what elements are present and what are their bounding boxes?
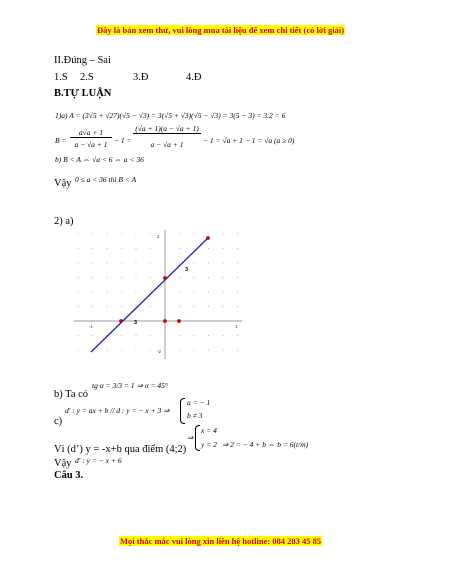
grid-dot <box>92 248 93 249</box>
grid-dot <box>78 306 79 307</box>
grid-dot <box>194 277 195 278</box>
grid-dot <box>92 234 93 235</box>
label-x-intercept: 3 <box>134 320 138 326</box>
point-x-intercept <box>119 319 123 323</box>
point-end <box>206 236 210 240</box>
grid-dot <box>223 292 224 293</box>
grid-dot <box>194 248 195 249</box>
grid-dot <box>136 248 137 249</box>
point-system-tail: ⇒ 2 = − 4 + b ⇔ b = 6(t/m) <box>222 440 309 449</box>
grid-dot <box>223 234 224 235</box>
grid-dot <box>208 335 209 336</box>
grid-dot <box>208 263 209 264</box>
c-system-line2: b ≠ 3 <box>187 411 203 420</box>
answer-1: 1.S <box>54 72 68 83</box>
equation-b-lhs: B = <box>55 136 67 145</box>
grid-dot <box>208 248 209 249</box>
question2-b-prefix: b) Ta có <box>54 389 89 400</box>
grid-dot <box>107 292 108 293</box>
grid-dot <box>136 292 137 293</box>
grid-dot <box>223 277 224 278</box>
grid-dot <box>121 234 122 235</box>
grid-dot <box>208 292 209 293</box>
answer-2: 2.S <box>80 72 94 83</box>
grid-dot <box>150 350 151 351</box>
graph-line <box>91 238 208 352</box>
c-system-brace <box>180 398 185 424</box>
label-y-intercept: 3 <box>185 267 189 273</box>
grid-dot <box>237 234 238 235</box>
fraction1-denominator: a − √a + 1 <box>74 140 108 149</box>
grid-dot <box>223 263 224 264</box>
grid-dot <box>208 350 209 351</box>
grid-dot <box>223 306 224 307</box>
answer-4: 4.Đ <box>186 72 202 83</box>
grid-dot <box>194 306 195 307</box>
point-system-line2: y = 2 <box>201 440 217 449</box>
question2-conclusion-prefix: Vậy <box>54 458 72 469</box>
grid-dot <box>136 277 137 278</box>
essay-conclusion-math: 0 ≤ a < 36 thì B < A <box>75 175 137 184</box>
question2-conclusion-math: d' : y = − x + 6 <box>75 456 122 465</box>
grid-dot <box>92 292 93 293</box>
footer-banner: Mọi thắc mắc vui lòng xin liên hệ hotline: 084 283 45 85 <box>120 536 322 546</box>
equation-b-rhs: − 1 = √a + 1 − 1 = √a (a ≥ 0) <box>203 136 295 145</box>
equation-b-mid: − 1 = <box>114 136 132 145</box>
question3-label: Câu 3. <box>54 470 84 481</box>
grid-dot <box>107 248 108 249</box>
point-origin <box>163 319 167 323</box>
grid-dot <box>223 248 224 249</box>
grid-dot <box>121 277 122 278</box>
grid-dot <box>223 335 224 336</box>
function-graph <box>72 225 250 363</box>
grid-dot <box>121 335 122 336</box>
grid-dot <box>179 263 180 264</box>
grid-dot <box>121 306 122 307</box>
grid-dot <box>78 350 79 351</box>
grid-dot <box>78 234 79 235</box>
tick-1: 1 <box>235 324 238 329</box>
grid-dot <box>92 277 93 278</box>
grid-dot <box>150 335 151 336</box>
grid-dot <box>107 263 108 264</box>
grid-dot <box>237 292 238 293</box>
answer-3: 3.Đ <box>133 72 149 83</box>
grid-dot <box>237 350 238 351</box>
grid-dot <box>107 277 108 278</box>
grid-dot <box>150 306 151 307</box>
c-system-line1: a = − 1 <box>187 398 211 407</box>
equation-b2: b) B < A ⇔ √a < 6 ⇔ a < 36 <box>55 155 144 164</box>
point-system-brace <box>195 425 200 451</box>
tick-2: 2 <box>157 234 160 239</box>
grid-dot <box>179 248 180 249</box>
grid-dot <box>150 248 151 249</box>
question2-label: 2) a) <box>54 216 74 227</box>
grid-dot <box>150 277 151 278</box>
point-x-1 <box>177 319 181 323</box>
grid-dot <box>107 350 108 351</box>
tick-neg2: -2 <box>157 349 162 354</box>
grid-dot <box>208 306 209 307</box>
grid-dot <box>223 350 224 351</box>
question2-b-math: tg α = 3/3 = 1 ⇒ α = 45° <box>92 381 168 390</box>
grid-dot <box>121 292 122 293</box>
equation-a: 1)a) A = (3√5 + √27)(√5 − √3) = 3(√5 + √3)(√5 − √3) = 3(5 − 3) = 3.2 = 6 <box>55 111 286 120</box>
grid-dot <box>136 335 137 336</box>
grid-dot <box>194 292 195 293</box>
grid-dot <box>107 234 108 235</box>
grid-dot <box>179 350 180 351</box>
question2-point-prefix: Vì (d’) y = -x+b qua điểm (4;2) <box>54 444 187 455</box>
grid-dot <box>194 350 195 351</box>
grid-dot <box>150 263 151 264</box>
grid-dot <box>179 277 180 278</box>
grid-dot <box>237 248 238 249</box>
grid-dot <box>237 306 238 307</box>
grid-dot <box>194 335 195 336</box>
grid-dot <box>78 335 79 336</box>
fraction2-denominator: a − √a + 1 <box>150 140 184 149</box>
grid-dot <box>150 234 151 235</box>
grid-dot <box>78 292 79 293</box>
grid-dot <box>208 234 209 235</box>
grid-dot <box>107 306 108 307</box>
grid-dot <box>92 263 93 264</box>
grid-dot <box>208 277 209 278</box>
grid-dot <box>121 263 122 264</box>
grid-dot <box>136 350 137 351</box>
grid-dot <box>121 350 122 351</box>
grid-dot <box>150 292 151 293</box>
fraction2-numerator: (√a + 1)(a − √a + 1) <box>133 124 201 134</box>
header-banner: Đây là bản xem thử, vui lòng mua tài liệu để xem chi tiết (có lời giải) <box>97 25 345 35</box>
grid-dots <box>78 234 238 351</box>
grid-dot <box>179 306 180 307</box>
point-system-implies: ⇒ <box>187 433 194 442</box>
grid-dot <box>237 263 238 264</box>
true-false-title: II.Đúng – Sai <box>54 55 111 66</box>
grid-dot <box>237 277 238 278</box>
question2-c-label: c) <box>54 416 63 427</box>
grid-dot <box>78 277 79 278</box>
grid-dot <box>92 306 93 307</box>
grid-dot <box>136 263 137 264</box>
point-y-intercept <box>163 276 167 280</box>
grid-dot <box>194 263 195 264</box>
fraction1-numerator: a√a + 1 <box>70 128 112 138</box>
essay-title: B.TỰ LUẬN <box>54 88 112 99</box>
grid-dot <box>136 306 137 307</box>
grid-dot <box>179 335 180 336</box>
grid-dot <box>194 234 195 235</box>
grid-dot <box>78 248 79 249</box>
grid-dot <box>179 292 180 293</box>
grid-dot <box>237 335 238 336</box>
tick-neg1: -1 <box>89 324 94 329</box>
grid-dot <box>179 234 180 235</box>
grid-dot <box>121 248 122 249</box>
grid-dot <box>78 263 79 264</box>
grid-dot <box>136 234 137 235</box>
point-system-line1: x = 4 <box>201 426 217 435</box>
grid-dot <box>92 335 93 336</box>
essay-conclusion-prefix: Vậy <box>54 178 72 189</box>
question2-c-math: d' : y = ax + b // d : y = − x + 3 ⇒ <box>65 406 170 415</box>
